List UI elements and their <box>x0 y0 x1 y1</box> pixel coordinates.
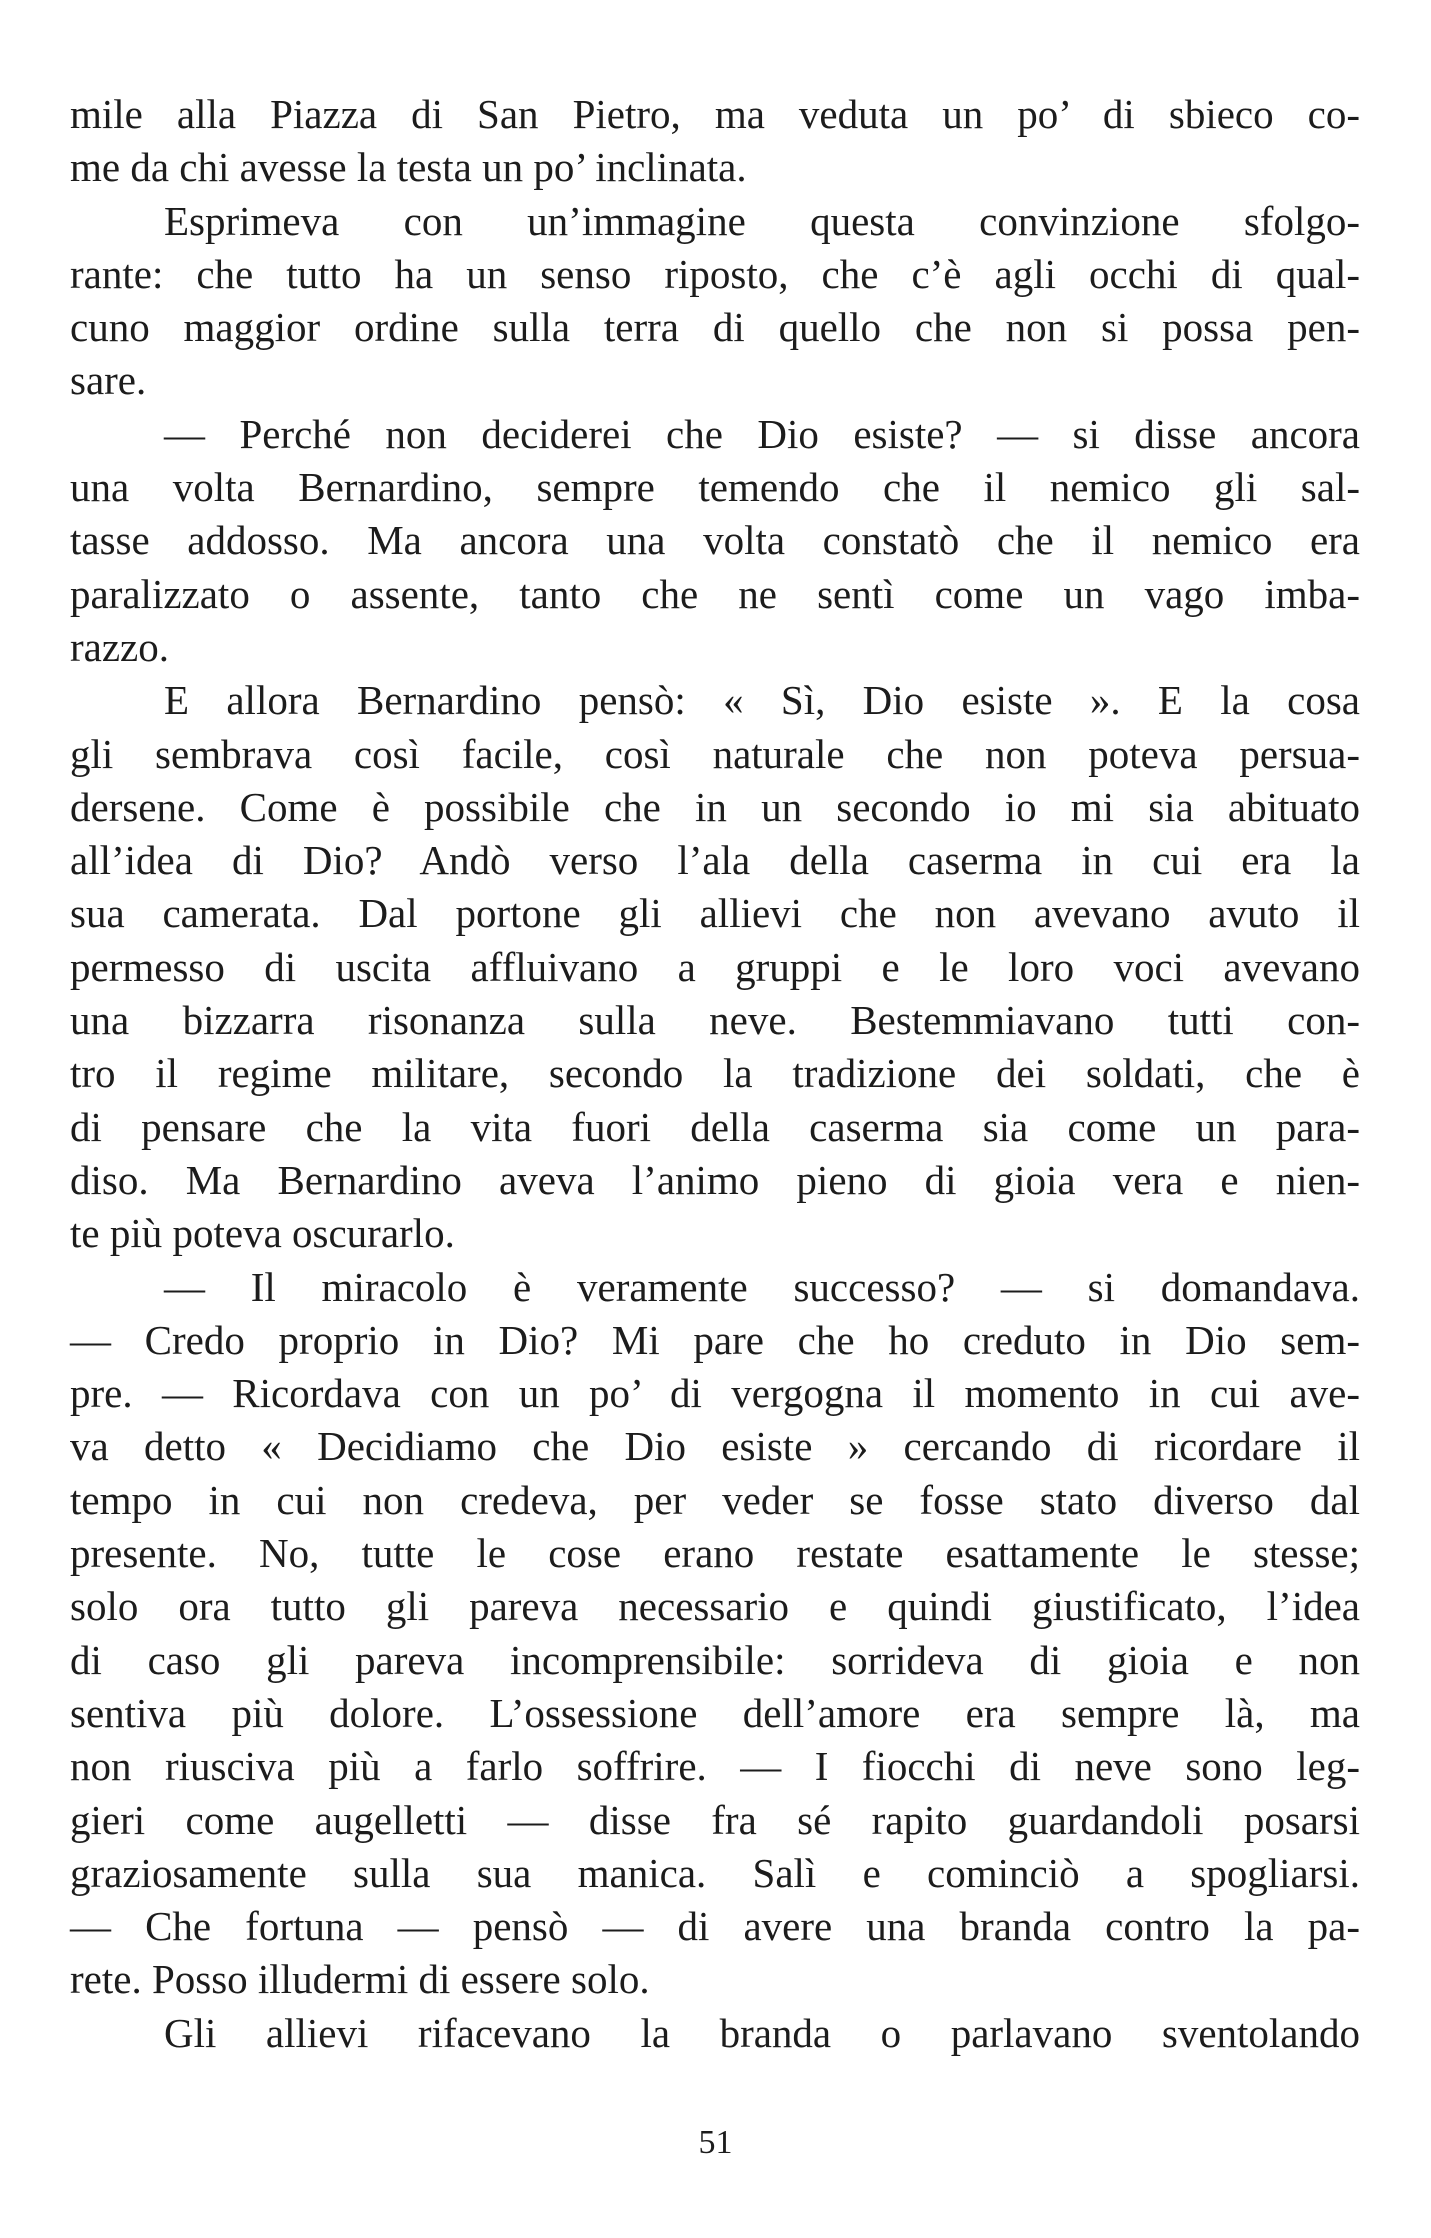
text-line: paralizzato o assente, tanto che ne sentì come un vago imba- <box>70 570 1360 617</box>
text-line: E allora Bernardino pensò: « Sì, Dio esiste ». E la cosa <box>164 677 1360 724</box>
text-line: tasse addosso. Ma ancora una volta constatò che il nemico era <box>70 517 1360 564</box>
text-line: presente. No, tutte le cose erano restate esattamente le stesse; <box>70 1530 1360 1577</box>
text-line: di pensare che la vita fuori della caserma sia come un para- <box>70 1103 1360 1150</box>
text-line: sare. <box>70 357 147 404</box>
text-line: di caso gli pareva incomprensibile: sorrideva di gioia e non <box>70 1636 1360 1683</box>
text-line: rante: che tutto ha un senso riposto, che c’è agli occhi di qual- <box>70 250 1360 297</box>
text-line: rete. Posso illudermi di essere solo. <box>70 1956 650 2003</box>
text-line: gli sembrava così facile, così naturale che non poteva persua- <box>70 730 1360 777</box>
text-line: solo ora tutto gli pareva necessario e quindi giustificato, l’idea <box>70 1583 1360 1630</box>
text-line: dersene. Come è possibile che in un secondo io mi sia abituato <box>70 783 1360 830</box>
text-line: tempo in cui non credeva, per veder se fosse stato diverso dal <box>70 1476 1360 1523</box>
text-line: diso. Ma Bernardino aveva l’animo pieno di gioia vera e nien- <box>70 1156 1360 1203</box>
text-line: una volta Bernardino, sempre temendo che il nemico gli sal- <box>70 464 1360 511</box>
text-line: mile alla Piazza di San Pietro, ma veduta un po’ di sbieco co- <box>70 91 1360 137</box>
text-line: te più poteva oscurarlo. <box>70 1210 455 1257</box>
text-line: tro il regime militare, secondo la tradizione dei soldati, che è <box>70 1050 1360 1097</box>
text-line: — Che fortuna — pensò — di avere una branda contro la pa- <box>70 1903 1360 1950</box>
text-line: — Credo proprio in Dio? Mi pare che ho creduto in Dio sem- <box>70 1316 1360 1363</box>
text-line: sua camerata. Dal portone gli allievi che non avevano avuto il <box>70 890 1360 937</box>
text-line: va detto « Decidiamo che Dio esiste » cercando di ricordare il <box>70 1423 1360 1470</box>
page-text <box>70 88 1360 2060</box>
text-line: razzo. <box>70 623 169 670</box>
text-line: graziosamente sulla sua manica. Salì e cominciò a spogliarsi. <box>70 1849 1360 1896</box>
text-line: Gli allievi rifacevano la branda o parlavano sventolando <box>164 2009 1360 2056</box>
text-line: una bizzarra risonanza sulla neve. Bestemmiavano tutti con- <box>70 997 1360 1044</box>
page-number: 51 <box>698 2124 733 2161</box>
text-line: — Perché non deciderei che Dio esiste? — si disse ancora <box>164 410 1360 457</box>
text-line: permesso di uscita affluivano a gruppi e le loro voci avevano <box>70 943 1360 990</box>
text-line: sentiva più dolore. L’ossessione dell’amore era sempre là, ma <box>70 1689 1360 1736</box>
text-line: me da chi avesse la testa un po’ inclinata. <box>70 144 747 191</box>
text-line: — Il miracolo è veramente successo? — si domandava. <box>164 1263 1360 1310</box>
text-line: Esprimeva con un’immagine questa convinzione sfolgo- <box>164 197 1360 244</box>
text-line: non riusciva più a farlo soffrire. — I fiocchi di neve sono leg- <box>70 1743 1360 1790</box>
text-line: pre. — Ricordava con un po’ di vergogna il momento in cui ave- <box>70 1370 1360 1417</box>
text-line: all’idea di Dio? Andò verso l’ala della caserma in cui era la <box>70 837 1360 884</box>
text-line: cuno maggior ordine sulla terra di quello che non si possa pen- <box>70 304 1360 351</box>
text-line: gieri come augelletti — disse fra sé rapito guardandoli posarsi <box>70 1796 1360 1843</box>
